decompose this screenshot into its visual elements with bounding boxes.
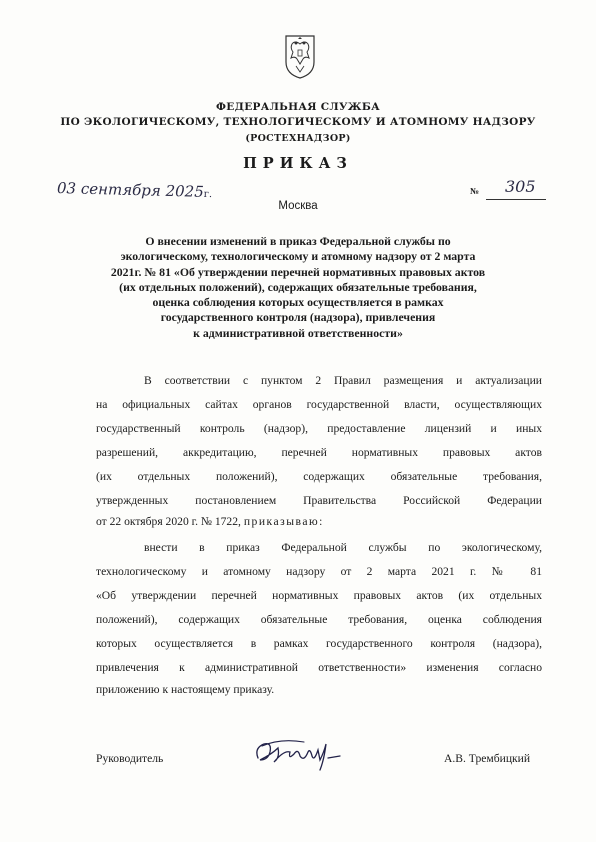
paragraph1-line-last xyxy=(96,515,542,528)
paragraph1-line: разрешений, аккредитацию, перечней нормативных правовых актов xyxy=(96,446,542,459)
paragraph1-line: утвержденных постановлением Правительства Российской Федерации xyxy=(96,494,542,507)
signatory-role: Руководитель xyxy=(96,752,164,765)
document-number: 305 xyxy=(505,177,536,196)
title-line: экологическому, технологическому и атомному надзору от 2 марта xyxy=(120,249,476,264)
title-line: к административной ответственности» xyxy=(193,325,403,340)
document-city: Москва xyxy=(278,200,318,212)
paragraph2-line: которых осуществляется в рамках государственного контроля (надзора), xyxy=(96,637,542,650)
title-line: (их отдельных положений), содержащих обязательные требования, xyxy=(119,279,477,294)
document-date-value: 03 сентября 2025 xyxy=(56,179,204,201)
title-line: О внесении изменений в приказ Федеральной службы по xyxy=(145,234,451,248)
paragraph2-line: технологическому и атомному надзору от 2 марта 2021 г. № 81 xyxy=(96,565,542,578)
paragraph1-line: В соответствии с пунктом 2 Правил размещения и актуализации xyxy=(144,374,542,387)
paragraph2-line-last: приложению к настоящему приказу. xyxy=(96,683,275,696)
paragraph1-line: на официальных сайтах органов государственной власти, осуществляющих xyxy=(96,398,542,411)
document-date-suffix: г. xyxy=(203,188,213,201)
paragraph1-line7-text: от 22 октября 2020 г. № 1722, xyxy=(96,515,241,528)
paragraph2-line: положений), содержащих обязательные требования, оценка соблюдения xyxy=(96,613,542,626)
document-date xyxy=(57,179,213,201)
title-line: оценка соблюдения которых осуществляется в рамках xyxy=(152,295,444,310)
document-title xyxy=(100,234,496,341)
paragraph2-line: привлечения к административной ответственности» изменения согласно xyxy=(96,661,542,674)
handwritten-signature-icon xyxy=(250,730,346,776)
paragraph2-line: «Об утверждении перечней нормативных правовых актов (их отдельных xyxy=(96,589,542,602)
paragraph2-line: внести в приказ Федеральной службы по экологическому, xyxy=(144,541,542,554)
agency-name-line2: ПО ЭКОЛОГИЧЕСКОМУ, ТЕХНОЛОГИЧЕСКОМУ И АТОМНОМУ НАДЗОРУ xyxy=(60,116,536,128)
russian-coat-of-arms-icon xyxy=(283,32,317,80)
title-line: государственного контроля (надзора), привлечения xyxy=(160,310,436,325)
signatory-name: А.В. Трембицкий xyxy=(444,752,531,765)
paragraph1-line: (их отдельных положений), содержащих обязательные требования, xyxy=(96,470,542,483)
agency-abbreviation: (РОСТЕХНАДЗОР) xyxy=(245,133,351,144)
order-directive: приказываю: xyxy=(243,515,324,528)
title-line: 2021г. № 81 «Об утверждении перечней нормативных правовых актов xyxy=(110,264,486,279)
agency-name-line1: ФЕДЕРАЛЬНАЯ СЛУЖБА xyxy=(216,101,380,113)
number-sign: № xyxy=(470,186,480,196)
document-type: ПРИКАЗ xyxy=(243,155,353,172)
paragraph1-line: государственный контроль (надзор), предоставление лицензий и иных xyxy=(96,422,542,435)
